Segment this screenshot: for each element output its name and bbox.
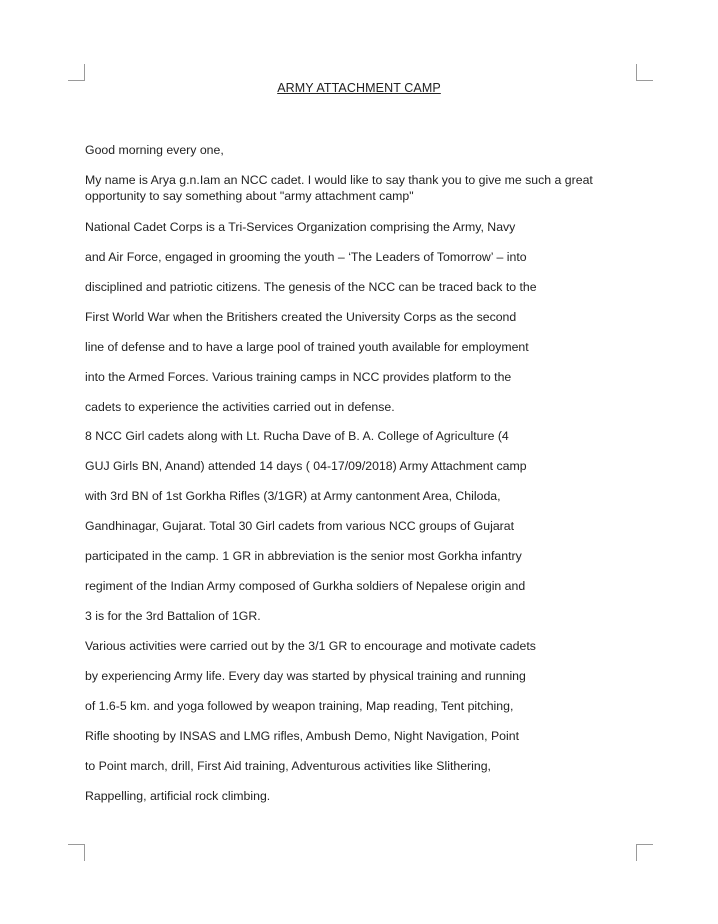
margin-corner-mark-bottom-left [68,844,85,861]
body-line: to Point march, drill, First Aid training, Adventurous activities like Slithering, [85,759,491,773]
margin-corner-mark-top-right [636,64,653,81]
body-line: National Cadet Corps is a Tri-Services Organization comprising the Army, Navy [85,220,516,234]
body-line: GUJ Girls BN, Anand) attended 14 days ( 04-17/09/2018) Army Attachment camp [85,459,527,473]
body-line: Rappelling, artificial rock climbing. [85,789,271,803]
body-line: 3 is for the 3rd Battalion of 1GR. [85,609,261,623]
body-line: cadets to experience the activities carried out in defense. [85,400,395,414]
body-line: Rifle shooting by INSAS and LMG rifles, Ambush Demo, Night Navigation, Point [85,729,520,743]
body-line: by experiencing Army life. Every day was started by physical training and running [85,669,526,683]
document-title: ARMY ATTACHMENT CAMP [277,81,441,95]
body-line: disciplined and patriotic citizens. The genesis of the NCC can be traced back to the [85,280,537,294]
intro-line: My name is Arya g.n.Iam an NCC cadet. I would like to say thank you to give me such a great [85,173,593,187]
body-line: regiment of the Indian Army composed of Gurkha soldiers of Nepalese origin and [85,579,526,593]
body-line: Gandhinagar, Gujarat. Total 30 Girl cadets from various NCC groups of Gujarat [85,519,515,533]
intro-line: opportunity to say something about "army attachment camp" [85,189,414,203]
greeting-line: Good morning every one, [85,143,224,157]
body-line: 8 NCC Girl cadets along with Lt. Rucha Dave of B. A. College of Agriculture (4 [85,429,509,443]
body-line: Various activities were carried out by the 3/1 GR to encourage and motivate cadets [85,639,536,653]
margin-corner-mark-top-left [68,64,85,81]
body-line: and Air Force, engaged in grooming the youth – ‘The Leaders of Tomorrow’ – into [85,250,527,264]
body-line: into the Armed Forces. Various training camps in NCC provides platform to the [85,370,512,384]
margin-corner-mark-bottom-right [636,844,653,861]
body-line: First World War when the Britishers created the University Corps as the second [85,310,517,324]
body-line: line of defense and to have a large pool of trained youth available for employment [85,340,529,354]
body-line: with 3rd BN of 1st Gorkha Rifles (3/1GR) at Army cantonment Area, Chiloda, [85,489,501,503]
body-line: participated in the camp. 1 GR in abbreviation is the senior most Gorkha infantry [85,549,522,563]
body-line: of 1.6-5 km. and yoga followed by weapon training, Map reading, Tent pitching, [85,699,514,713]
